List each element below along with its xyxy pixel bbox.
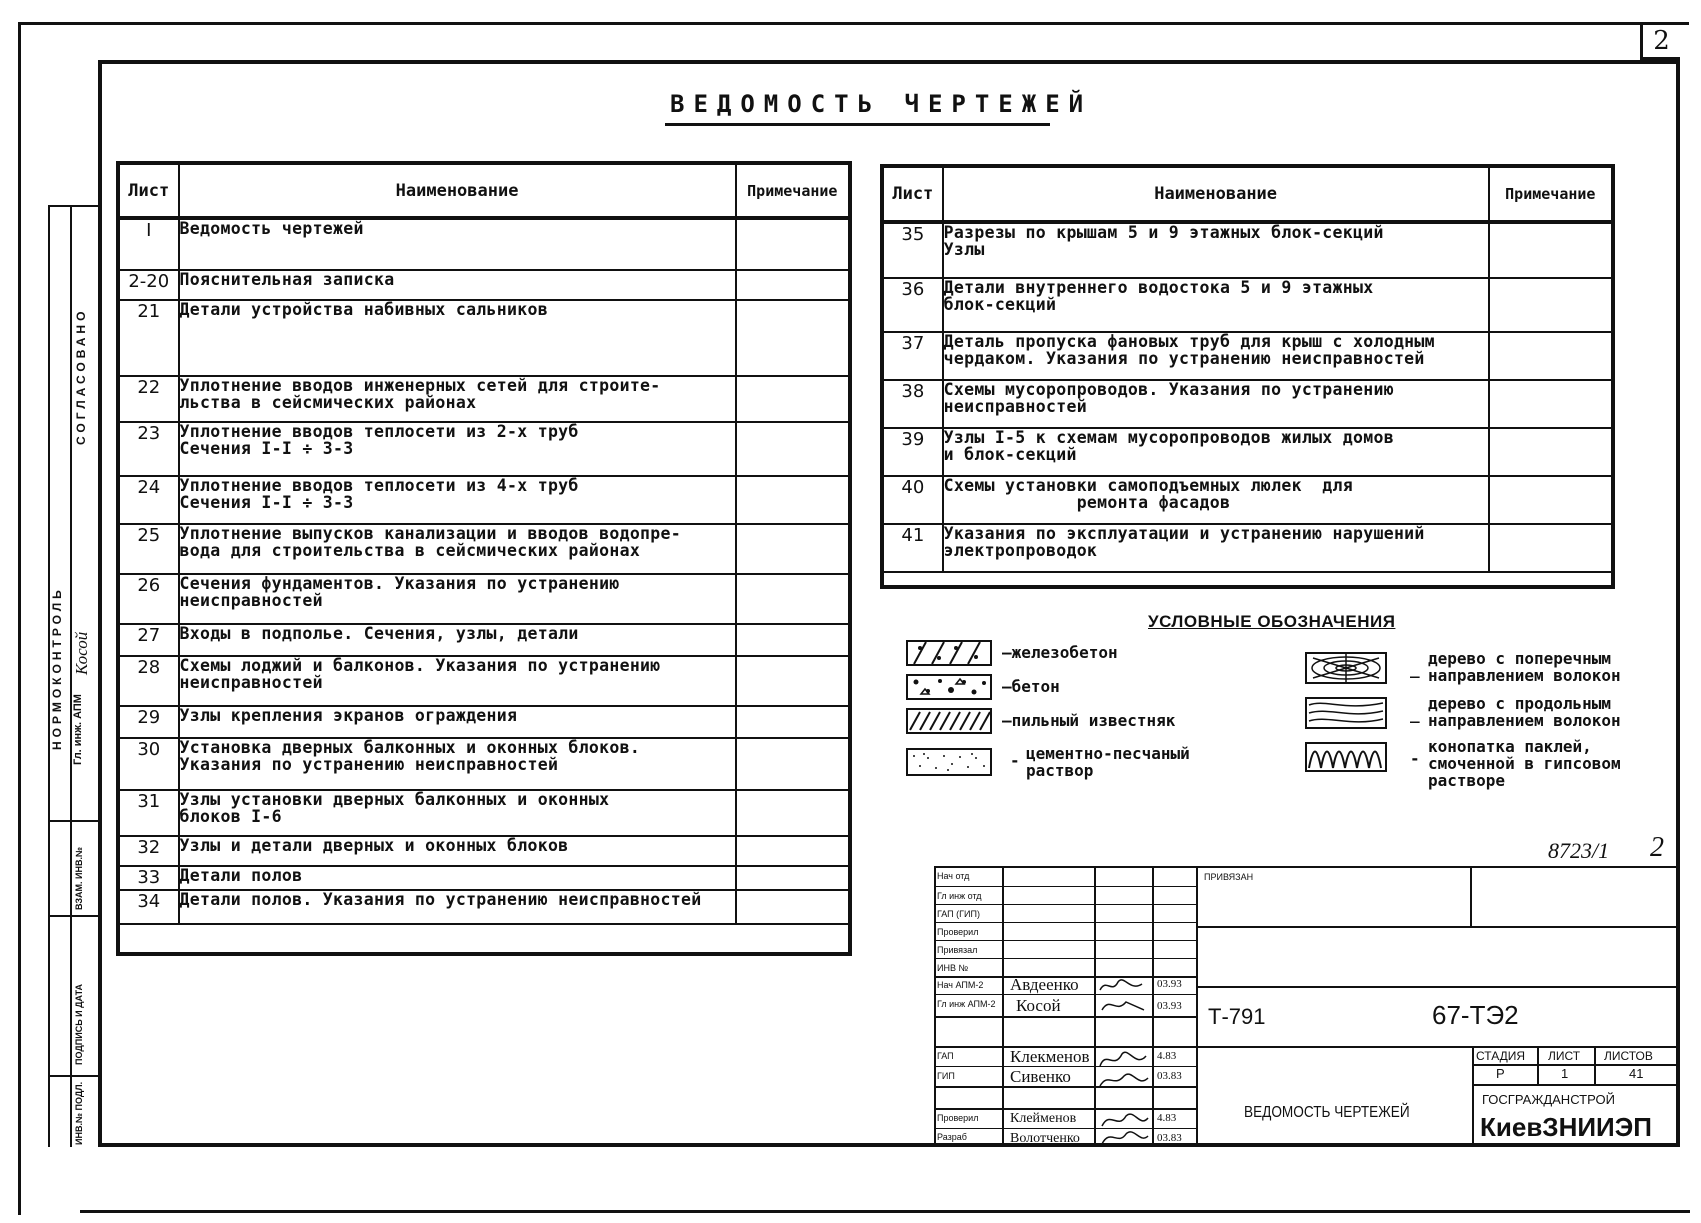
drawing-note — [736, 476, 849, 524]
archive-sheet: 2 — [1650, 832, 1664, 863]
sheet-number: 23 — [119, 422, 179, 476]
legend-label-reinforced-concrete: —железобетон — [1002, 643, 1118, 662]
inv-podl-label: ИНВ.№ ПОДЛ. — [74, 1081, 84, 1145]
tb-role: Нач АПМ-2 — [937, 980, 984, 990]
drawing-note — [736, 890, 849, 924]
drawing-note — [736, 422, 849, 476]
drawing-name: Узлы установки дверных балконных и оконных блоков I-6 — [179, 790, 736, 836]
table-row — [119, 300, 849, 376]
sheet-number: 26 — [119, 574, 179, 624]
code-left: Т-791 — [1208, 1004, 1266, 1029]
table-row — [119, 656, 849, 706]
org-main: КиевЗНИИЭП — [1480, 1112, 1652, 1142]
table-row — [119, 738, 849, 790]
org-top: ГОСГРАЖДАНСТРОЙ — [1482, 1092, 1615, 1107]
table-row — [119, 524, 849, 574]
legend-dash: _ — [1410, 704, 1420, 723]
table-row — [119, 476, 849, 524]
sheets-header: ЛИСТОВ — [1604, 1049, 1653, 1063]
table-row — [119, 270, 849, 300]
tb-date: 03.93 — [1157, 1000, 1182, 1012]
tb-role: Разраб — [937, 1132, 967, 1142]
drawing-name: Узлы крепления экранов ограждения — [179, 706, 736, 738]
col-header-note: Примечание — [736, 164, 849, 218]
tb-signer-name: Клекменов — [1010, 1047, 1090, 1066]
tb-role: Гл инж АПМ-2 — [937, 999, 996, 1009]
tb-label: ИНВ № — [937, 963, 969, 973]
table-row — [883, 332, 1612, 380]
inv-signer-name: Косой — [72, 631, 91, 675]
title-block — [934, 866, 1676, 1147]
sheet-number: 34 — [119, 890, 179, 924]
title-underline — [665, 123, 1050, 126]
page-title: ВЕДОМОСТЬ ЧЕРТЕЖЕЙ — [670, 90, 1093, 118]
tb-role: Проверил — [937, 1113, 979, 1123]
sheet-number: 32 — [119, 836, 179, 866]
archive-number: 8723/1 — [1548, 838, 1610, 863]
tb-label: Проверил — [937, 927, 979, 937]
sheet-number: 25 — [119, 524, 179, 574]
sheet-number: 27 — [119, 624, 179, 656]
concrete-swatch — [906, 674, 992, 700]
drawing-name: Узлы I-5 к схемам мусоропроводов жилых домов и блок-секций — [943, 428, 1489, 476]
drawing-name: Детали устройства набивных сальников — [179, 300, 736, 376]
agreed-label: СОГЛАСОВАНО — [74, 307, 88, 445]
drawing-note — [736, 524, 849, 574]
drawing-note — [1489, 222, 1612, 278]
drawing-name: Входы в подполье. Сечения, узлы, детали — [179, 624, 736, 656]
sheet-number: I — [119, 218, 179, 270]
legend-label-wood-long: дерево с продольным направлением волокон — [1428, 694, 1621, 730]
sawn-limestone-swatch — [906, 708, 992, 734]
drawing-note — [1489, 476, 1612, 524]
drawing-name: Схемы лоджий и балконов. Указания по устранению неисправностей — [179, 656, 736, 706]
left-drawings-table — [118, 163, 850, 925]
sheet-number: 39 — [883, 428, 943, 476]
sheet-number: 22 — [119, 376, 179, 422]
table-row — [883, 278, 1612, 332]
drawing-note — [1489, 278, 1612, 332]
drawing-name: Указания по эксплуатации и устранению нарушений электропроводок — [943, 524, 1489, 572]
cement-sand-mortar-swatch — [906, 748, 992, 776]
table-row — [883, 380, 1612, 428]
col-header-note: Примечание — [1489, 167, 1612, 222]
sheet-number: 21 — [119, 300, 179, 376]
drawing-note — [736, 656, 849, 706]
legend-label-mortar: цементно-песчаный раствор — [1026, 744, 1190, 780]
table-row — [119, 624, 849, 656]
col-header-sheet: Лист — [883, 167, 943, 222]
drawing-note — [736, 706, 849, 738]
table-row — [119, 866, 849, 890]
drawing-note — [736, 270, 849, 300]
sheet-number: 40 — [883, 476, 943, 524]
drawing-name: Уплотнение выпусков канализации и вводов водопре- вода для строительства в сейсмических районах — [179, 524, 736, 574]
table-row — [883, 476, 1612, 524]
sheet-number: 41 — [883, 524, 943, 572]
corner-sheet-number: 2 — [1640, 24, 1680, 60]
drawing-name: Установка дверных балконных и оконных блоков. Указания по устранению неисправностей — [179, 738, 736, 790]
legend-label-concrete: —бетон — [1002, 677, 1060, 696]
legend-title: УСЛОВНЫЕ ОБОЗНАЧЕНИЯ — [1148, 612, 1396, 631]
drawing-note — [736, 300, 849, 376]
sheet-number: 36 — [883, 278, 943, 332]
tb-label: Гл инж отд — [937, 891, 982, 901]
drawing-note — [736, 866, 849, 890]
drawing-note — [1489, 380, 1612, 428]
left-approval-strip — [48, 205, 98, 1147]
stage-value: Р — [1496, 1066, 1505, 1081]
drawing-note — [1489, 332, 1612, 380]
drawing-name: Узлы и детали дверных и оконных блоков — [179, 836, 736, 866]
drawing-name: Детали полов — [179, 866, 736, 890]
col-header-sheet: Лист — [119, 164, 179, 218]
tb-date: 03.83 — [1157, 1132, 1182, 1144]
bound-label: ПРИВЯЗАН — [1204, 872, 1254, 882]
drawing-name: Уплотнение вводов теплосети из 4-х труб Сечения I-I ÷ 3-3 — [179, 476, 736, 524]
sheet-number: 30 — [119, 738, 179, 790]
vzam-label: ВЗАМ. ИНВ.№ — [74, 846, 84, 910]
drawing-note — [736, 836, 849, 866]
sheet-number: 33 — [119, 866, 179, 890]
wood-cross-grain-swatch — [1305, 652, 1387, 684]
table-row — [119, 376, 849, 422]
tb-signer-name: Клейменов — [1010, 1111, 1077, 1126]
wood-long-grain-swatch — [1305, 697, 1387, 729]
table-row — [119, 218, 849, 270]
sheet-number: 35 — [883, 222, 943, 278]
table-row — [119, 574, 849, 624]
drawing-name: Разрезы по крышам 5 и 9 этажных блок-секций Узлы — [943, 222, 1489, 278]
legend-label-caulking: конопатка паклей, смоченной в гипсовом растворе — [1428, 737, 1621, 790]
norm-control-label: НОРМОКОНТРОЛЬ — [50, 586, 64, 750]
sheets-value: 41 — [1629, 1066, 1644, 1081]
drawing-name: Пояснительная записка — [179, 270, 736, 300]
right-drawings-table — [882, 166, 1613, 573]
drawing-note — [736, 738, 849, 790]
tb-label: Привязал — [937, 945, 978, 955]
sheet-value: 1 — [1561, 1066, 1569, 1081]
drawing-note — [736, 218, 849, 270]
sheet-number: 2-20 — [119, 270, 179, 300]
bottom-border — [80, 1210, 1690, 1213]
col-header-name: Наименование — [179, 164, 736, 218]
tb-label: Нач отд — [937, 871, 970, 881]
drawing-note — [1489, 524, 1612, 572]
caulking-swatch — [1305, 742, 1387, 772]
legend-label-wood-cross: дерево с поперечным направлением волокон — [1428, 649, 1621, 685]
drawing-name: Деталь пропуска фановых труб для крыш с холодным чердаком. Указания по устранению неисправностей — [943, 332, 1489, 380]
legend-dash: - — [1010, 751, 1020, 770]
sheet-number: 29 — [119, 706, 179, 738]
col-header-name: Наименование — [943, 167, 1489, 222]
drawing-name: Схемы установки самоподъемных люлек для ремонта фасадов — [943, 476, 1489, 524]
tb-label: ГАП (ГИП) — [937, 909, 980, 919]
sheet-number: 31 — [119, 790, 179, 836]
tb-date: 4.83 — [1157, 1112, 1177, 1124]
sheet-number: 28 — [119, 656, 179, 706]
stage-header: СТАДИЯ — [1476, 1049, 1526, 1063]
drawing-note — [736, 790, 849, 836]
inv-role-label: Гл. инж. АПМ — [72, 694, 84, 765]
drawing-name: Схемы мусоропроводов. Указания по устранению неисправностей — [943, 380, 1489, 428]
table-row — [119, 790, 849, 836]
tb-role: ГАП — [937, 1051, 954, 1061]
drawing-note — [736, 574, 849, 624]
sheet-number: 24 — [119, 476, 179, 524]
signatures — [1096, 976, 1152, 1146]
sheet-header: ЛИСТ — [1548, 1049, 1581, 1063]
code-right: 67-ТЭ2 — [1432, 1000, 1519, 1030]
tb-date: 03.83 — [1157, 1070, 1182, 1082]
table-row — [883, 222, 1612, 278]
sheet-number: 37 — [883, 332, 943, 380]
reinforced-concrete-swatch — [906, 640, 992, 666]
table-row — [883, 524, 1612, 572]
tb-date: 03.93 — [1157, 978, 1182, 990]
drawing-name: Сечения фундаментов. Указания по устранению неисправностей — [179, 574, 736, 624]
drawing-name: Ведомость чертежей — [179, 218, 736, 270]
sheet-number: 38 — [883, 380, 943, 428]
legend-dash: _ — [1410, 659, 1420, 678]
tb-role: ГИП — [937, 1071, 955, 1081]
table-row — [119, 706, 849, 738]
tb-signer-name: Авдеенко — [1010, 975, 1079, 994]
legend-label-limestone: —пильный известняк — [1002, 711, 1176, 730]
sign-date-label: ПОДПИСЬ И ДАТА — [74, 983, 84, 1065]
table-row — [119, 422, 849, 476]
table-row — [119, 890, 849, 924]
drawing-name: Детали полов. Указания по устранению неисправностей — [179, 890, 736, 924]
tb-signer-name: Косой — [1016, 996, 1061, 1015]
tb-signer-name: Сивенко — [1010, 1067, 1071, 1086]
tb-date: 4.83 — [1157, 1050, 1177, 1062]
sheet-title-stamp: ВЕДОМОСТЬ ЧЕРТЕЖЕЙ — [1244, 1104, 1410, 1121]
drawing-name: Детали внутреннего водостока 5 и 9 этажных блок-секций — [943, 278, 1489, 332]
table-row — [119, 836, 849, 866]
table-row — [883, 428, 1612, 476]
drawing-name: Уплотнение вводов инженерных сетей для строите- льства в сейсмических районах — [179, 376, 736, 422]
drawing-note — [736, 376, 849, 422]
drawing-note — [736, 624, 849, 656]
tb-signer-name: Волотченко — [1010, 1131, 1080, 1146]
drawing-note — [1489, 428, 1612, 476]
legend-dash: - — [1410, 749, 1420, 768]
drawing-name: Уплотнение вводов теплосети из 2-х труб Сечения I-I ÷ 3-3 — [179, 422, 736, 476]
